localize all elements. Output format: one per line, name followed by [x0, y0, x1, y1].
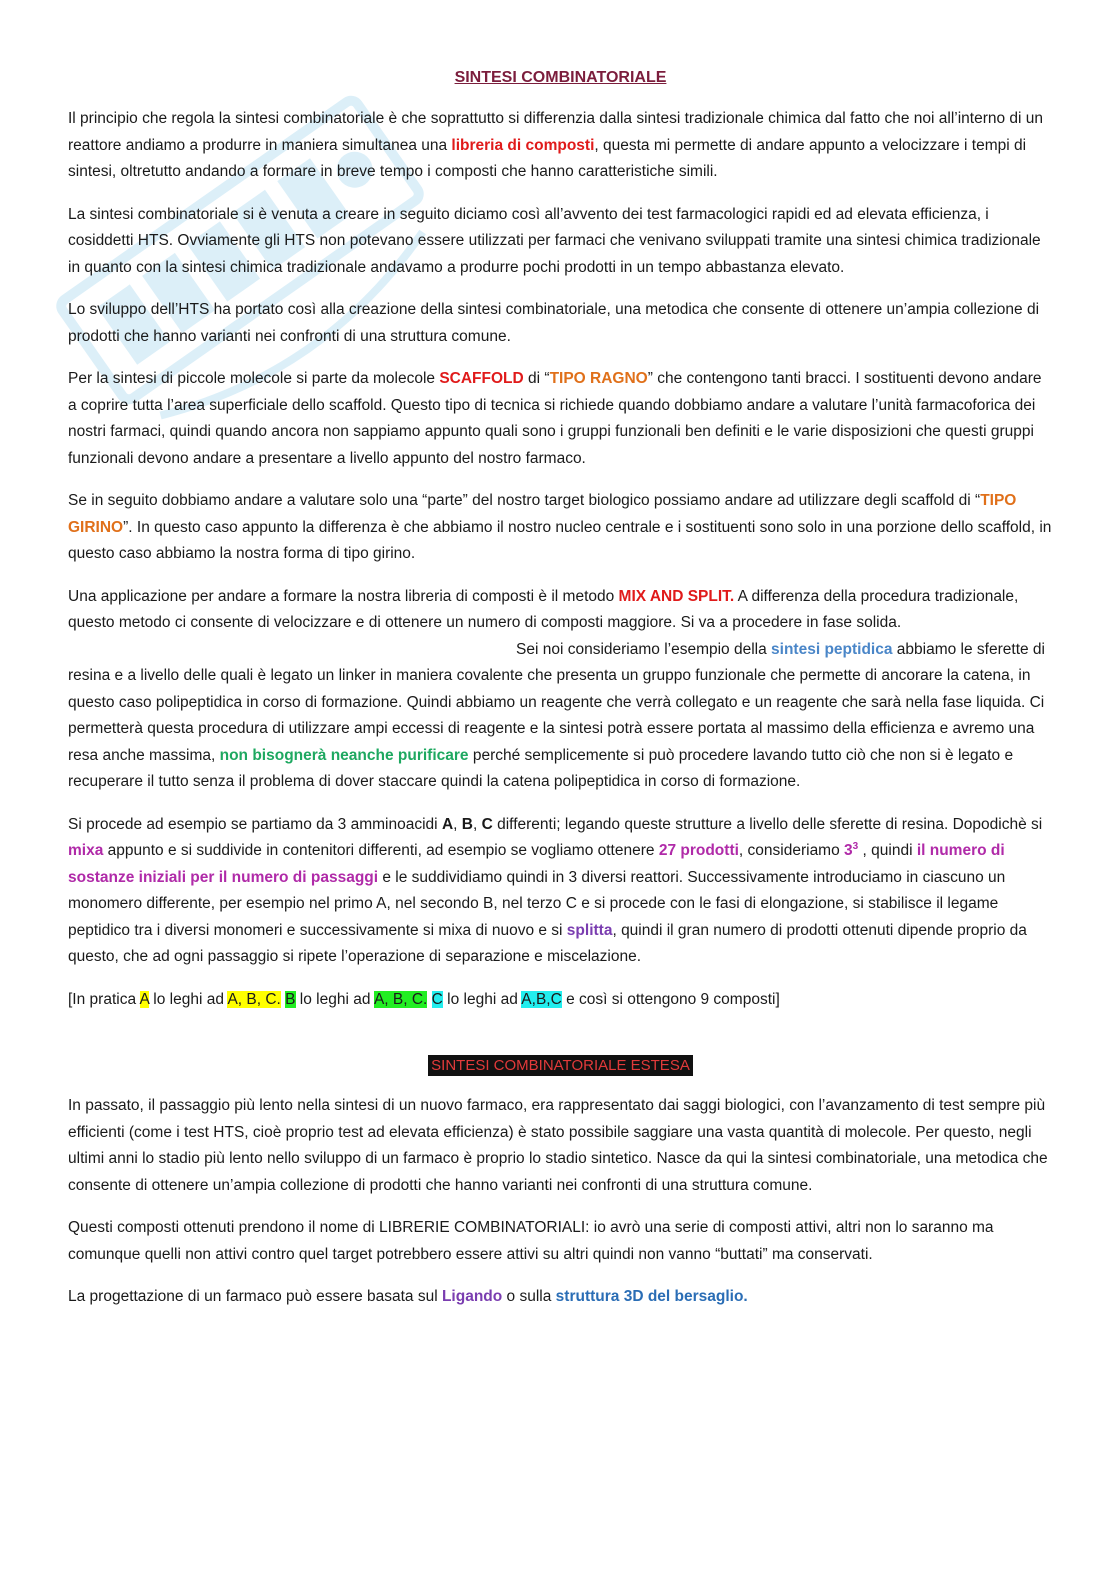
highlight-non-purificare: non bisognerà neanche purificare	[219, 746, 469, 764]
page-title: SINTESI COMBINATORIALE	[454, 69, 667, 86]
highlight-libreria: libreria di composti	[451, 136, 595, 154]
paragraph-hts: La sintesi combinatoriale si è venuta a creare in seguito diciamo così all’avvento dei test farmacologici rapidi ed ad elevata efficienza, i cosiddetti HTS. Ovviamente gli HTS non potevano essere utilizzati per farmaci che venivano sviluppati tramite una sintesi chimica tradizionale in quanto con la sintesi chimica tradizionale andavamo a produrre pochi prodotti in un tempo abbastanza elevato.	[68, 205, 1041, 276]
paragraph-scaffold: Per la sintesi di piccole molecole si parte da molecole SCAFFOLD di “TIPO RAGNO” che contengono tanti bracci. I sostituenti devono andare a coprire tutta l’area superficiale dello scaffold. Questo tipo di tecnica si richiede quando dobbiamo andare a valutare l’unità farmacoforica dei nostri farmaci, quindi quando ancora non sappiamo appunto quali sono i gruppi funzionali ben definiti e le varie disposizioni che questi gruppi funzionali devono andare a presentare a livello appunto del nostro farmaco.	[68, 370, 1042, 467]
highlight-numero-sostanze: il numero di sostanze iniziali per il numero di passaggi	[68, 842, 1005, 886]
document-content	[68, 68, 1053, 1327]
paragraph-girino: Se in seguito dobbiamo andare a valutare solo una “parte” del nostro target biologico possiamo andare ad utilizzare degli scaffold di “TIPO GIRINO”. In questo caso appunto la differenza è che abbiamo il nostro nucleo centrale e i sostituenti sono solo in una porzione dello scaffold, in questo caso abbiamo la nostra forma di tipo girino.	[68, 492, 1052, 562]
paragraph-in-pratica: [In pratica A lo leghi ad A, B, C. B lo leghi ad A, B, C. C lo leghi ad A,B,C e così si ottengono 9 composti]	[68, 990, 780, 1008]
highlight-tipo-ragno: TIPO RAGNO	[549, 370, 648, 387]
highlight-scaffold: SCAFFOLD	[439, 370, 524, 387]
highlight-27-prodotti: 27 prodotti	[658, 842, 739, 859]
paragraph-librerie: Questi composti ottenuti prendono il nome di LIBRERIE COMBINATORIALI: io avrò una serie di composti attivi, altri non lo saranno ma comunque quelli non attivi contro quel target potrebbero essere attivi su altri quindi non vanno “buttati” ma conservati.	[68, 1219, 994, 1263]
paragraph-progettazione: La progettazione di un farmaco può essere basata sul Ligando o sulla struttura 3D del bersaglio.	[68, 1288, 748, 1305]
highlight-mixa: mixa	[68, 842, 104, 859]
highlight-mix-and-split: MIX AND SPLIT.	[618, 587, 735, 605]
highlight-exponent: $3^3$	[844, 840, 859, 859]
section-title-estesa: SINTESI COMBINATORIALE ESTESA	[68, 1055, 1053, 1077]
highlight-sintesi-peptidica: sintesi peptidica	[771, 640, 893, 658]
paragraph-intro: Il principio che regola la sintesi combinatoriale è che soprattutto si differenzia dalla sintesi tradizionale chimica dal fatto che noi all’interno di un reattore andiamo a produrre in maniera simultanea una libreria di composti, questa mi permette di andare appunto a velocizzare i tempi di sintesi, oltretutto andando a formare in breve tempo i composti che hanno caratteristiche simili.	[68, 110, 1044, 180]
paragraph-passato: In passato, il passaggio più lento nella sintesi di un nuovo farmaco, era rappresentato dai saggi biologici, con l’avanzamento di test sempre più efficienti (come i test HTS, cioè proprio test ad elevata efficienza) è stato possibile saggiare una vasta quantità di molecole. Per questo, negli ultimi anni lo stadio più lento nello sviluppo di un farmaco è proprio lo stadio sintetico. Nasce da qui la sintesi combinatoriale, una metodica che consente di ottenere un’ampia collezione di prodotti che hanno varianti nei confronti di una struttura comune.	[68, 1097, 1048, 1194]
highlight-struttura-3d: struttura 3D del bersaglio.	[555, 1288, 748, 1305]
highlight-ligando: Ligando	[441, 1288, 503, 1305]
paragraph-esempio: Si procede ad esempio se partiamo da 3 amminoacidi A, B, C differenti; legando queste strutture a livello delle sferette di resina. Dopodichè si mixa appunto e si suddivide in contenitori differenti, ad esempio se vogliamo ottenere 27 prodotti, consideriamo $3^3$ , quindi il numero di sostanze iniziali per il numero di passaggi e le suddividiamo quindi in 3 diversi reattori. Successivamente introduciamo in ciascuno un monomero differente, per esempio nel primo A, nel secondo B, nel terzo C e si procede con le fasi di elongazione, si stabilisce il legame peptidico tra i diversi monomeri e successivamente si mixa di nuovo e si splitta, quindi il gran numero di prodotti ottenuti dipende proprio da questo, che ad ogni passaggio si ripete l’operazione di separazione e miscelazione.	[68, 815, 1043, 965]
highlight-tipo-girino: TIPO GIRINO	[68, 492, 1017, 536]
highlight-splitta: splitta	[566, 921, 613, 939]
paragraph-mix-split: Una applicazione per andare a formare la nostra libreria di composti è il metodo MIX AND SPLIT. A differenza della procedura tradizionale, questo metodo ci consente di velocizzare e di ottenere un numero di composti maggiore. Si va a procedere in fase solida.Sei noi consideriamo l’esempio della sintesi peptidica abbiamo le sferette di resina e a livello delle quali è legato un linker in maniera covalente che presenta un gruppo funzionale che permette di ancorare la catena, in questo caso polipeptidica in corso di formazione. Quindi abbiamo un reagente che verrà collegato e un reagente che sarà nella fase liquida. Ci permetterà questa procedura di utilizzare ampi eccessi di reagente e la sintesi potrà essere portata al massimo della efficienza e avremo una resa anche massima, non bisognerà neanche purificare perché semplicemente si può procedere lavando tutto ciò che non si è legato e recuperare il tutto senza il problema di dover staccare quindi la catena polipeptidica in corso di formazione.	[68, 587, 1045, 790]
paragraph-sviluppo: Lo sviluppo dell’HTS ha portato così alla creazione della sintesi combinatoriale, una metodica che consente di ottenere un’ampia collezione di prodotti che hanno varianti nei confronti di una struttura comune.	[68, 301, 1040, 345]
